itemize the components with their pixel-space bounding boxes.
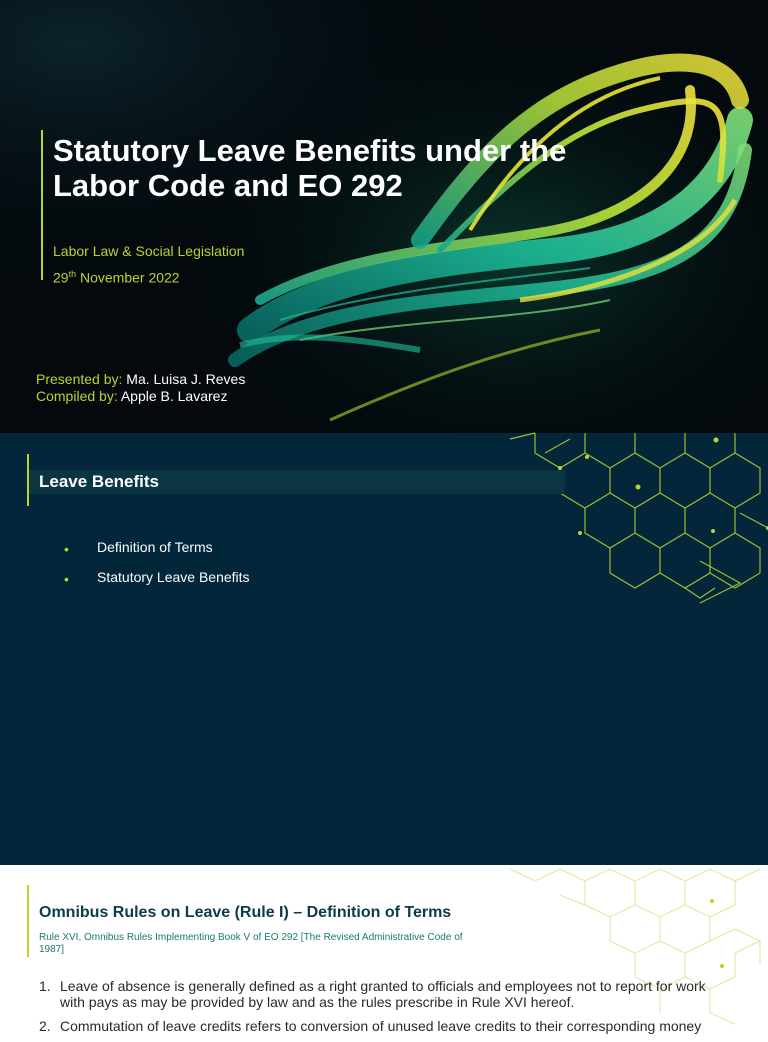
item-text: Commutation of leave credits refers to conversion of unused leave credits to their corresponding money	[60, 1018, 702, 1034]
heading-accent-bar	[27, 885, 29, 957]
bullet-icon: •	[64, 571, 69, 587]
date-ordinal-suffix: th	[68, 269, 77, 279]
list-item-label: Statutory Leave Benefits	[97, 569, 250, 585]
title-slide	[0, 0, 768, 433]
compiled-by-line	[36, 387, 227, 405]
definitions-slide	[0, 865, 768, 1034]
slide-heading: Leave Benefits	[39, 472, 159, 491]
presentation-title: Statutory Leave Benefits under the Labor Code and EO 292	[53, 133, 567, 203]
compiled-by-label: Compiled by:	[36, 388, 118, 404]
topic-list	[62, 537, 250, 597]
slide-heading: Omnibus Rules on Leave (Rule I) – Definition of Terms	[39, 904, 452, 921]
compiler-name: Apple B. Lavarez	[117, 388, 228, 404]
list-item-label: Definition of Terms	[97, 539, 213, 555]
date-month-year: November 2022	[76, 269, 180, 286]
title-accent-bar	[41, 130, 43, 280]
list-item	[62, 567, 250, 597]
agenda-slide	[0, 433, 768, 865]
item-number: 1.	[39, 978, 51, 994]
item-number: 2.	[39, 1018, 51, 1034]
abstract-swirl-graphic	[0, 0, 768, 433]
definitions-list	[39, 978, 729, 1042]
course-subtitle: Labor Law & Social Legislation	[53, 243, 245, 259]
date-day: 29	[53, 269, 69, 286]
presented-by-label: Presented by:	[36, 371, 123, 387]
presentation-date	[53, 265, 180, 287]
bullet-icon: •	[64, 541, 69, 557]
item-text: Leave of absence is generally defined as a right granted to officials and employees not to report for work with pays as may be provided by law and as the rules prescribe in Rule XVI hereof.	[60, 978, 706, 1010]
presented-by-line	[36, 370, 245, 388]
list-item	[39, 978, 729, 1010]
legal-reference: Rule XVI, Omnibus Rules Implementing Book V of EO 292 [The Revised Administrative Code of 1987]	[39, 932, 463, 955]
network-pattern-graphic	[0, 433, 768, 865]
list-item	[62, 537, 250, 567]
list-item	[39, 1018, 729, 1034]
presenter-name: Ma. Luisa J. Reves	[122, 371, 246, 387]
